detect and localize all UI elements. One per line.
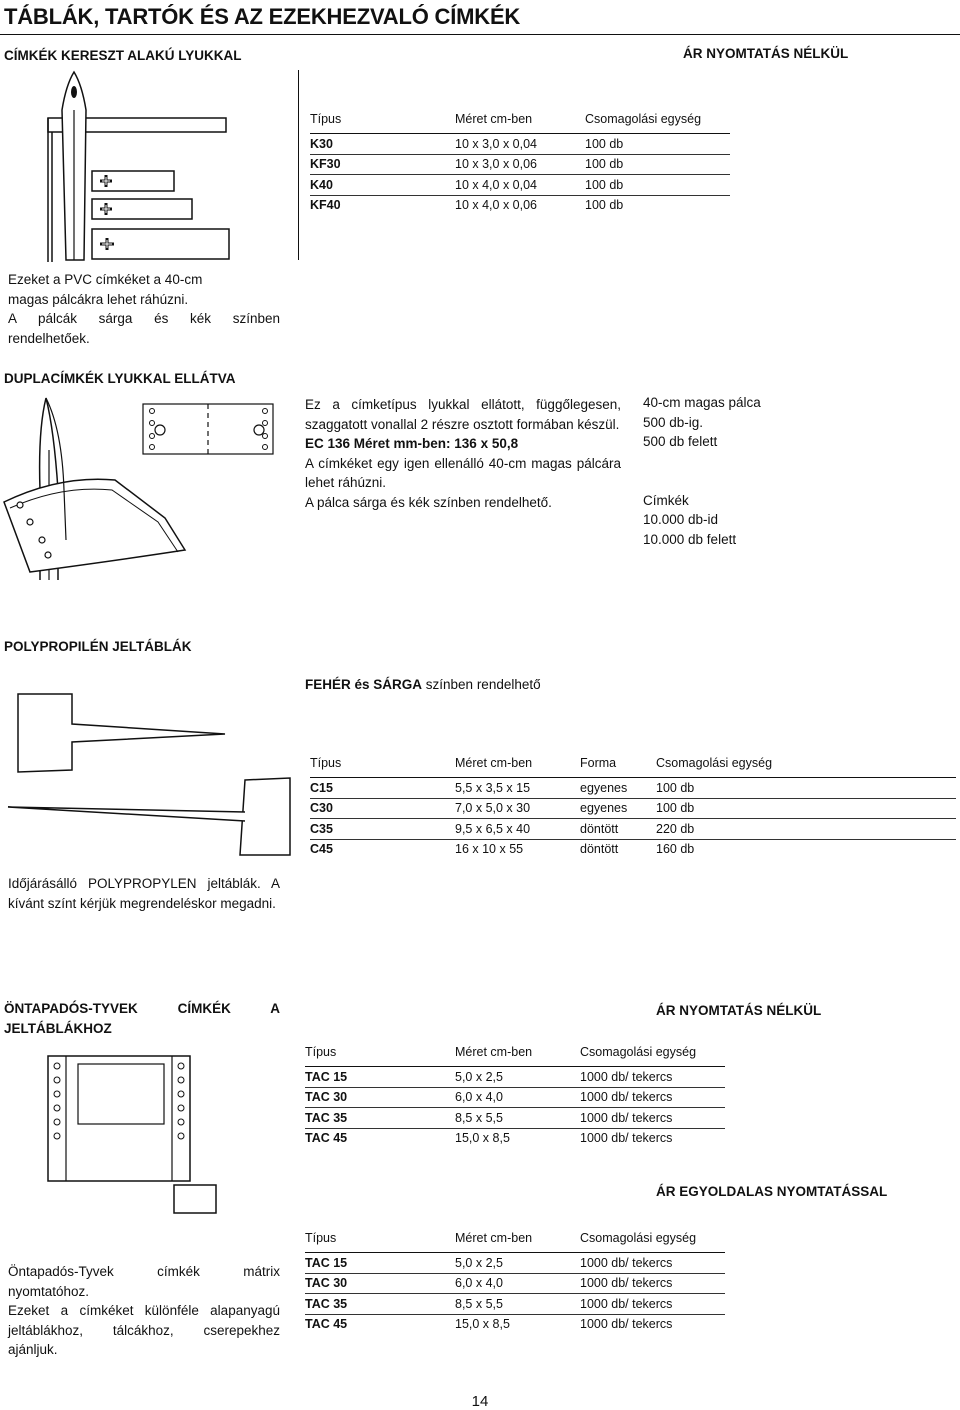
description-text: Ez a címketípus lyukkal ellátott, függőlegesen, szaggatott vonallal 2 részre osztott formában készül.	[305, 397, 621, 432]
cell: 7,0 x 5,0 x 30	[455, 801, 531, 816]
cell: 1000 db/ tekercs	[580, 1131, 673, 1146]
cell: 6,0 x 4,0	[455, 1090, 503, 1105]
color-availability	[305, 675, 541, 695]
cell: TAC 30	[305, 1090, 348, 1105]
cell: 1000 db/ tekercs	[580, 1090, 673, 1105]
cell: 8,5 x 5,5	[455, 1296, 503, 1311]
cell: TAC 45	[305, 1131, 348, 1146]
note-line: rendelhetőek.	[8, 330, 90, 346]
table-row	[305, 1253, 725, 1274]
cell: 1000 db/ tekercs	[580, 1069, 673, 1084]
section-1-note	[8, 270, 280, 348]
note-line: Ezeket a PVC címkéket a 40-cm	[8, 272, 203, 287]
cell: 15,0 x 8,5	[455, 1317, 510, 1332]
pricing-line: 10.000 db felett	[643, 531, 737, 547]
section-4-badge-2: ÁR EGYOLDALAS NYOMTATÁSSAL	[656, 1184, 888, 1199]
section-3-title: POLYPROPILÉN JELTÁBLÁK	[4, 639, 192, 654]
cell: KF30	[310, 157, 341, 172]
tyvek-label-roll-illustration	[0, 1050, 300, 1225]
table-row	[310, 798, 956, 819]
cell: TAC 15	[305, 1069, 348, 1084]
pricing-line: 40-cm magas pálca	[643, 395, 761, 410]
pricing-line: 500 db-ig.	[643, 414, 704, 430]
cell: C45	[310, 842, 333, 857]
table-row	[310, 778, 956, 799]
description-text: A címkéket egy igen ellenálló 40-cm magas pálcára lehet ráhúzni.	[305, 455, 621, 490]
cell: 5,5 x 3,5 x 15	[455, 780, 531, 795]
cell: K30	[310, 136, 333, 151]
col-header: Méret cm-ben	[455, 1045, 533, 1059]
cell: 10 x 3,0 x 0,04	[455, 136, 538, 151]
cell: 16 x 10 x 55	[455, 842, 524, 857]
col-header: Forma	[580, 756, 617, 770]
section-1-title: CÍMKÉK KERESZT ALAKÚ LYUKKAL	[4, 48, 242, 63]
cell: 220 db	[656, 821, 695, 836]
cell: 100 db	[585, 177, 624, 192]
cell: TAC 35	[305, 1296, 348, 1311]
section-2-pricing-list	[643, 393, 943, 549]
cell: 5,0 x 2,5	[455, 1069, 503, 1084]
table-row	[305, 1273, 725, 1294]
table-row	[310, 839, 956, 859]
page-title: TÁBLÁK, TARTÓK ÉS AZ EZEKHEZVALÓ CÍMKÉK	[4, 4, 521, 29]
pricing-line: 500 db felett	[643, 434, 718, 449]
cell: 10 x 4,0 x 0,06	[455, 198, 538, 213]
section-1-vertical-divider	[298, 70, 299, 260]
col-header: Csomagolási egység	[580, 1045, 697, 1059]
cell: 1000 db/ tekercs	[580, 1110, 673, 1125]
table-row	[305, 1294, 725, 1315]
cell: 100 db	[585, 198, 624, 213]
cell: 100 db	[585, 157, 624, 172]
col-header: Méret cm-ben	[455, 1231, 533, 1245]
table-row	[310, 819, 956, 840]
cell: C15	[310, 780, 333, 795]
col-header: Típus	[305, 1231, 337, 1245]
ec-spec: EC 136 Méret mm-ben: 136 x 50,8	[305, 436, 519, 451]
pricing-line: Címkék	[643, 492, 689, 508]
cell: KF40	[310, 198, 341, 213]
table-row	[310, 154, 730, 175]
col-header: Típus	[305, 1045, 337, 1059]
col-header: Típus	[310, 112, 342, 126]
table-row	[305, 1314, 725, 1334]
section-1-table	[310, 112, 730, 215]
cell: döntött	[580, 821, 619, 836]
note-line: Öntapadós-Tyvek címkék mátrix nyomtatóhoz.	[8, 1264, 280, 1299]
cell: 6,0 x 4,0	[455, 1276, 503, 1291]
cell: 9,5 x 6,5 x 40	[455, 821, 531, 836]
section-4-badge-1: ÁR NYOMTATÁS NÉLKÜL	[656, 1003, 822, 1018]
table-row	[305, 1108, 725, 1129]
cell: 1000 db/ tekercs	[580, 1255, 673, 1270]
table-row	[310, 134, 730, 155]
section-3-note: Időjárásálló POLYPROPYLEN jeltáblák. A kívánt színt kérjük megrendeléskor megadni.	[8, 876, 280, 911]
col-header: Méret cm-ben	[455, 756, 533, 770]
page-number: 14	[471, 1393, 489, 1410]
table-row	[310, 195, 730, 215]
cell: 100 db	[656, 780, 695, 795]
cross-hole-labels-illustration	[0, 70, 300, 270]
cell: 1000 db/ tekercs	[580, 1276, 673, 1291]
section-4-note	[8, 1262, 280, 1360]
cell: 100 db	[585, 136, 624, 151]
description-text: A pálca sárga és kék színben rendelhető.	[305, 494, 552, 510]
cell: 5,0 x 2,5	[455, 1255, 503, 1270]
col-header: Csomagolási egység	[585, 112, 702, 126]
pricing-line: 10.000 db-id	[643, 512, 719, 527]
cell: egyenes	[580, 801, 628, 816]
table-row	[305, 1067, 725, 1088]
col-header: Méret cm-ben	[455, 112, 533, 126]
title-divider	[0, 34, 960, 35]
note-line: A pálcák sárga és kék színben	[8, 311, 280, 326]
section-4-table-2	[305, 1231, 725, 1334]
section-2-title: DUPLACÍMKÉK LYUKKAL ELLÁTVA	[4, 371, 236, 386]
cell: 8,5 x 5,5	[455, 1110, 503, 1125]
cell: 1000 db/ tekercs	[580, 1317, 673, 1332]
section-1-badge: ÁR NYOMTATÁS NÉLKÜL	[683, 46, 849, 61]
note-line: Ezeket a címkéket különféle alapanyagú jeltáblákhoz, tálcákhoz, cserepekhez ajánljuk.	[8, 1303, 280, 1357]
col-header: Csomagolási egység	[580, 1231, 697, 1245]
section-2-description	[305, 395, 621, 512]
cell: 100 db	[656, 801, 695, 816]
polypropylene-signs-illustration	[0, 690, 300, 860]
col-header: Csomagolási egység	[656, 756, 773, 770]
cell: TAC 45	[305, 1317, 348, 1332]
cell: döntött	[580, 842, 619, 857]
cell: C35	[310, 821, 333, 836]
color-highlight: FEHÉR és SÁRGA	[305, 677, 423, 692]
table-row	[310, 175, 730, 196]
note-line: magas pálcákra lehet ráhúzni.	[8, 291, 189, 307]
cell: 10 x 3,0 x 0,06	[455, 157, 538, 172]
section-4-table-1	[305, 1045, 725, 1148]
cell: 160 db	[656, 842, 695, 857]
cell: TAC 35	[305, 1110, 348, 1125]
cell: C30	[310, 801, 333, 816]
col-header: Típus	[310, 756, 342, 770]
color-rest: színben rendelhető	[422, 677, 541, 692]
cell: TAC 15	[305, 1255, 348, 1270]
section-4-title: ÖNTAPADÓS-TYVEK CÍMKÉK A JELTÁBLÁKHOZ	[4, 1001, 280, 1036]
cell: 1000 db/ tekercs	[580, 1296, 673, 1311]
double-label-stake-illustration	[0, 390, 300, 585]
cell: 15,0 x 8,5	[455, 1131, 510, 1146]
section-3-table	[310, 756, 956, 859]
cell: TAC 30	[305, 1276, 348, 1291]
cell: egyenes	[580, 780, 628, 795]
cell: 10 x 4,0 x 0,04	[455, 177, 538, 192]
cell: K40	[310, 177, 333, 192]
table-row	[305, 1087, 725, 1108]
table-row	[305, 1128, 725, 1148]
